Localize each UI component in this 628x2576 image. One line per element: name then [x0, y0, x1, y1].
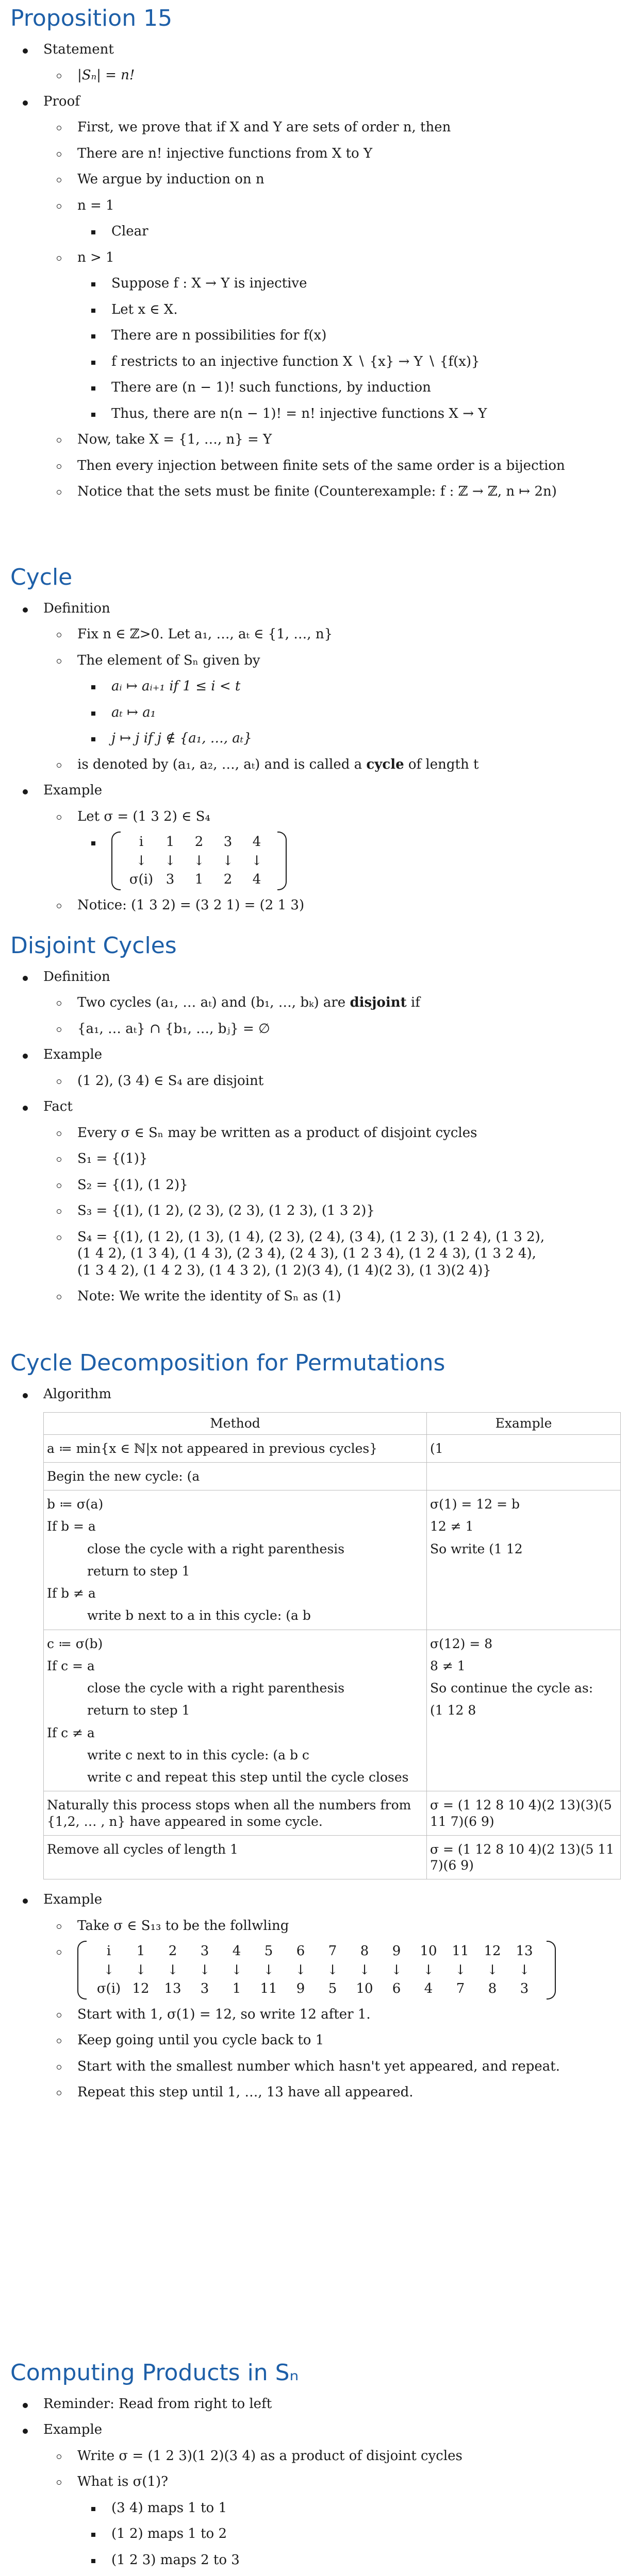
matrix-grid: i 1 2 3 4 ↓ ↓ ↓ ↓ ↓ σ(i) 3 1 2 4 [129, 834, 262, 888]
matrix-cell: ↓ [391, 1962, 402, 1978]
list-item: Example Write σ = (1 2 3)(1 2)(3 4) as a product of disjoint cycles What is σ(1)? (3 4) maps 1 to 1 (1 2) maps 1 to 2 (1 2 3) maps 2 to 3 [9, 2417, 619, 2576]
list-item: The element of Sₙ given by aᵢ ↦ aᵢ₊₁ if 1 ≤ i < t aₜ ↦ a₁ j ↦ j if j ∉ {a₁, …, aₜ} [43, 648, 619, 752]
list-item: (3 4) maps 1 to 1 [77, 2495, 619, 2521]
list-item: Definition Two cycles (a₁, … aₜ) and (b₁, …, bₖ) are disjoint if {a₁, … aₜ} ∩ {b₁, …, bⱼ} = ∅ [9, 964, 619, 1042]
left-paren [111, 832, 121, 890]
matrix-cell: 3 [520, 1981, 529, 1997]
matrix-cell: ↓ [199, 1962, 210, 1978]
list-item: Let σ = (1 3 2) ∈ S₄ i 1 2 3 4 ↓ ↓ ↓ ↓ ↓ σ(i) 3 1 2 4 [43, 804, 619, 892]
list-item: There are n possibilities for f(x) [77, 323, 619, 349]
matrix-cell: 6 [296, 1943, 305, 1959]
list-item: aᵢ ↦ aᵢ₊₁ if 1 ≤ i < t [77, 673, 619, 700]
list-item: (1 2) maps 1 to 2 [77, 2521, 619, 2547]
list-item: n > 1 Suppose f : X → Y is injective Let x ∈ X. There are n possibilities for f(x) f restricts to an injective function X ∖ {x} → Y ∖ {f(x)} There are (n − 1)! such functions, by induction Thus, there are n(n − 1)! = n! injective functions X → Y [43, 245, 619, 427]
matrix-cell: 4 [424, 1981, 433, 1997]
matrix-cell: 8 [360, 1943, 369, 1959]
matrix-cell: ↓ [135, 1962, 146, 1978]
list-item: n = 1 Clear [43, 193, 619, 245]
list-item: What is σ(1)? (3 4) maps 1 to 1 (1 2) maps 1 to 2 (1 2 3) maps 2 to 3 [43, 2469, 619, 2576]
list-item [77, 2573, 619, 2576]
table-row: b ≔ σ(a) If b = a close the cycle with a right parenthesis return to step 1 If b ≠ a write b next to a in this cycle: (a b σ(1) = 12 = b 12 ≠ 1 So write (1 12 [44, 1490, 621, 1630]
list-item: Write σ = (1 2 3)(1 2)(3 4) as a product of disjoint cycles [43, 2443, 619, 2469]
matrix-cell: ↓ [167, 1962, 178, 1978]
proof-label: Proof [43, 93, 80, 109]
left-paren [77, 1941, 87, 1999]
section-proposition-15 [9, 5, 619, 505]
permutation-matrix [111, 832, 287, 890]
matrix-cell: ↓ [295, 1962, 306, 1978]
list-item: S₂ = {(1), (1 2)} [43, 1172, 619, 1198]
list-item: S₃ = {(1), (1 2), (2 3), (2 3), (1 2 3), (1 3 2)} [43, 1198, 619, 1224]
list-item: Let x ∈ X. [77, 297, 619, 323]
matrix-cell: 6 [392, 1981, 401, 1997]
permutation-matrix [77, 1941, 556, 1999]
list-item: Example (1 2), (3 4) ∈ S₄ are disjoint [9, 1042, 619, 1094]
statement-label: Statement [43, 41, 114, 57]
matrix-cell: ↓ [231, 1962, 242, 1978]
list-item: |Sₙ| = n! [43, 62, 619, 89]
matrix-cell: 7 [328, 1943, 337, 1959]
list-item: is denoted by (a₁, a₂, …, aₜ) and is called a cycle of length t [43, 752, 619, 778]
section-title: Cycle Decomposition for Permutations [10, 1350, 445, 1376]
list-item: Fix n ∈ ℤ>0. Let a₁, …, aₜ ∈ {1, …, n} [43, 621, 619, 648]
matrix-cell: i [106, 1943, 111, 1959]
matrix-cell: 12 [484, 1943, 501, 1959]
matrix-cell: 3 [200, 1981, 209, 1997]
list-item: Thus, there are n(n − 1)! = n! injective functions X → Y [77, 401, 619, 427]
matrix-cell: ↓ [423, 1962, 434, 1978]
matrix-cell: ↓ [519, 1962, 530, 1978]
matrix-cell: 5 [264, 1943, 273, 1959]
table-row: Remove all cycles of length 1 σ = (1 12 8 10 4)(2 13)(5 11 7)(6 9) [44, 1835, 621, 1879]
table-row: Begin the new cycle: (a [44, 1462, 621, 1490]
matrix-cell: 13 [164, 1981, 181, 1997]
list-item: Two cycles (a₁, … aₜ) and (b₁, …, bₖ) are disjoint if [43, 990, 619, 1016]
matrix-cell: ↓ [263, 1962, 274, 1978]
matrix-cell: 2 [168, 1943, 177, 1959]
table-row: Naturally this process stops when all the numbers from {1,2, … , n} have appeared in some cycle. σ = (1 12 8 10 4)(2 13)(3)(5 11 7)(6 9) [44, 1791, 621, 1836]
matrix-cell: 8 [488, 1981, 497, 1997]
table-row: a ≔ min{x ∈ ℕ|x not appeared in previous cycles} (1 [44, 1434, 621, 1462]
list-item: Then every injection between finite sets of the same order is a bijection [43, 453, 619, 479]
matrix-cell: 12 [132, 1981, 150, 1997]
section-disjoint-cycles [9, 933, 619, 1310]
list-item: Suppose f : X → Y is injective [77, 270, 619, 297]
list-item [9, 37, 619, 89]
list-item: S₄ = {(1), (1 2), (1 3), (1 4), (2 3), (2 4), (3 4), (1 2 3), (1 2 4), (1 3 2), (1 4 2), (1 3 4), (1 4 3), (2 3 4), (2 4 3), (1 2 3 4), (1 2 4 3), (1 3 2 4), (1 3 4 2), (1 4 2 3), (1 4 3 2), (1 2)(3 4), (1 4)(2 3), (1 3)(2 4)} [43, 1224, 619, 1284]
matrix-cell: 9 [296, 1981, 305, 1997]
list-item: {a₁, … aₜ} ∩ {b₁, …, bⱼ} = ∅ [43, 1016, 619, 1042]
section-title: Proposition 15 [10, 5, 173, 31]
matrix-cell: ↓ [327, 1962, 338, 1978]
matrix-cell: ↓ [455, 1962, 466, 1978]
section-title: Computing Products in Sₙ [10, 2360, 299, 2386]
matrix-cell: 11 [260, 1981, 277, 1997]
list-item: aₜ ↦ a₁ [77, 700, 619, 726]
algorithm-table [43, 1412, 621, 1879]
matrix-cell: σ(i) [96, 1981, 121, 1997]
list-item [9, 89, 619, 505]
section-computing-products [9, 2360, 619, 2576]
section-title: Disjoint Cycles [10, 933, 177, 959]
list-item: Start with the smallest number which hasn't yet appeared, and repeat. [43, 2054, 619, 2080]
list-item: Every σ ∈ Sₙ may be written as a product of disjoint cycles [43, 1120, 619, 1146]
list-item [77, 829, 619, 892]
matrix-cell: 13 [516, 1943, 533, 1959]
matrix-cell: 1 [136, 1943, 145, 1959]
list-item: Note: We write the identity of Sₙ as (1) [43, 1283, 619, 1310]
matrix-cell: 7 [456, 1981, 465, 1997]
right-paren [547, 1941, 556, 1999]
section-cycle-decomposition [9, 1350, 619, 2106]
matrix-cell: 9 [392, 1943, 401, 1959]
list-item: Keep going until you cycle back to 1 [43, 2027, 619, 2054]
matrix-cell: ↓ [103, 1962, 114, 1978]
list-item: Take σ ∈ S₁₃ to be the follwling [43, 1913, 619, 1939]
matrix-cell: 10 [356, 1981, 373, 1997]
list-item: j ↦ j if j ∉ {a₁, …, aₜ} [77, 725, 619, 752]
list-item: Definition Fix n ∈ ℤ>0. Let a₁, …, aₜ ∈ {1, …, n} The element of Sₙ given by aᵢ ↦ aᵢ₊₁ if 1 ≤ i < t aₜ ↦ a₁ j ↦ j if j ∉ {a₁, …, aₜ} is denoted by (a₁, a₂, …, aₜ) and is called a cycle of length t [9, 596, 619, 778]
list-item: Repeat this step until 1, …, 13 have all appeared. [43, 2079, 619, 2106]
list-item: f restricts to an injective function X ∖ {x} → Y ∖ {f(x)} [77, 349, 619, 375]
matrix-cell: ↓ [359, 1962, 370, 1978]
list-item: There are n! injective functions from X to Y [43, 141, 619, 167]
section-title: Cycle [10, 564, 73, 590]
matrix-cell: 4 [232, 1943, 241, 1959]
list-item: Fact Every σ ∈ Sₙ may be written as a product of disjoint cycles S₁ = {(1)} S₂ = {(1), (1 2)} S₃ = {(1), (1 2), (2 3), (2 3), (1 2 3), (1 3 2)} S₄ = {(1), (1 2), (1 3), (1 4), (2 3), (2 4), (3 4), (1 2 3), (1 2 4), (1 3 2), (1 4 2), (1 3 4), (1 4 3), (2 3 4), (2 4 3), (1 2 3 4), (1 2 4 3), (1 3 2 4), (1 3 4 2), (1 4 2 3), (1 4 3 2), (1 2)(3 4), (1 4)(2 3), (1 3)(2 4)} Note: We write the identity of Sₙ as (1) [9, 1094, 619, 1310]
list-item: Clear [77, 218, 619, 245]
matrix-cell: 1 [232, 1981, 241, 1997]
matrix-cell: 10 [420, 1943, 437, 1959]
matrix-grid [87, 1941, 547, 1999]
matrix-cell: 11 [452, 1943, 469, 1959]
list-item: There are (n − 1)! such functions, by induction [77, 375, 619, 401]
list-item: S₁ = {(1)} [43, 1146, 619, 1172]
matrix-cell: ↓ [487, 1962, 498, 1978]
list-item [43, 1939, 619, 2002]
list-item: (1 2 3) maps 2 to 3 [77, 2547, 619, 2573]
table-header-row: Method Example [44, 1413, 621, 1434]
list-item: First, we prove that if X and Y are sets of order n, then [43, 114, 619, 141]
matrix-cell: 3 [200, 1943, 209, 1959]
matrix-cell: 5 [328, 1981, 337, 1997]
table-row: c ≔ σ(b) If c = a close the cycle with a right parenthesis return to step 1 If c ≠ a write c next to in this cycle: (a b c write c and repeat this step until the cycle closes σ(12) = 8 8 ≠ 1 So continue the cycle as: (1 12 8 [44, 1630, 621, 1791]
list-item: Start with 1, σ(1) = 12, so write 12 after 1. [43, 2002, 619, 2028]
list-item: Example Take σ ∈ S₁₃ to be the follwling i 1 2 3 4 5 6 7 8 9 10 11 12 13 ↓ ↓ ↓ ↓ ↓ ↓ ↓ ↓ ↓ ↓ ↓ ↓ ↓ ↓ σ(i) 12 13 3 1 11 9 5 10 6 4 7 8 3 Start with 1, σ(1) = 12, so write 12 after 1. Keep going until you cycle back to 1 Start with the smallest number which hasn't yet appeared, and repeat. Repeat this step until 1, …, 13 have all appeared. [9, 1887, 619, 2106]
list-item: We argue by induction on n [43, 166, 619, 193]
list-item: Now, take X = {1, …, n} = Y [43, 427, 619, 453]
list-item: (1 2), (3 4) ∈ S₄ are disjoint [43, 1068, 619, 1094]
section-cycle [9, 564, 619, 918]
list-item: Example Let σ = (1 3 2) ∈ S₄ i 1 2 3 4 ↓ ↓ ↓ ↓ ↓ σ(i) 3 1 2 4 Notice: (1 3 2) = (3 2 1) = (2 1 3) [9, 777, 619, 918]
list-item: Reminder: Read from right to left [9, 2391, 619, 2417]
list-item: Notice: (1 3 2) = (3 2 1) = (2 1 3) [43, 892, 619, 919]
list-item: Notice that the sets must be finite (Counterexample: f : ℤ → ℤ, n ↦ 2n) [43, 479, 619, 505]
right-paren [277, 832, 287, 890]
list-item: Algorithm Method Example a ≔ min{x ∈ ℕ|x not appeared in previous cycles} (1 Begin the new cycle: (a b ≔ σ(a) If b = a close the cycle with a right parenthesis return to step 1 If b ≠ a write b next to a in this cycle: (a b σ(1) = 12 = b 12 ≠ 1 So write (1 12 c ≔ σ(b) If c = a close the cycle with a right parenthesis return to step 1 If c ≠ a write c next to in this cycle: (a b c write c and repeat this step until the cycle closes σ(12) = 8 8 ≠ 1 So continue the cycle as: (1 12 8 Naturally this process stops when all the numbers from {1,2, … , n} have appeared in some cycle. σ = (1 12 8 10 4)(2 13)(3)(5 11 7)(6 9) Remove all cycles of length 1 σ = (1 12 8 10 4)(2 13)(5 11 7)(6 9) [9, 1381, 619, 1880]
